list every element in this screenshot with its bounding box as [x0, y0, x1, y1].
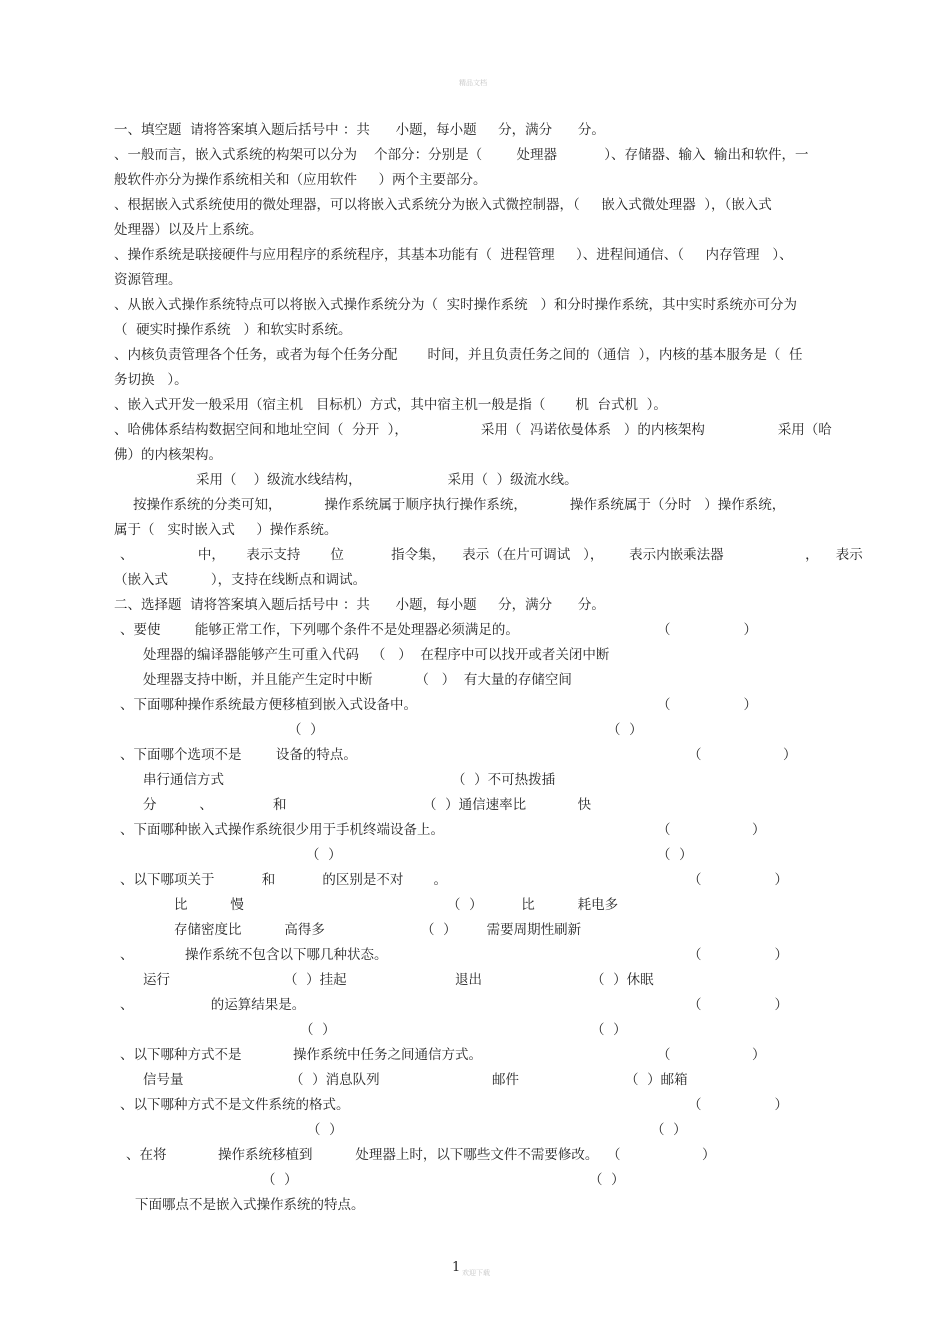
c1-answer-paren: （ ） [657, 622, 757, 638]
c3-option-d: （ ）通信速率比 快 [423, 797, 592, 813]
q8-line1: 采用（ ）级流水线结构， 采用（ ）级流水线。 [196, 472, 578, 488]
q2-line2: 处理器）以及片上系统。 [114, 222, 263, 238]
q7-line2: 佛）的内核架构。 [114, 447, 222, 463]
c6-option-c: 退出 [455, 972, 482, 988]
q1-line1: 、一般而言，嵌入式系统的构架可以分为 个部分：分别是（ 处理器 ）、存储器、输入 输出和软件，一 [114, 147, 809, 163]
c3-answer-paren: （ ） [688, 747, 797, 763]
c4-option-b: （ ） [306, 847, 342, 863]
c5-answer-paren: （ ） [688, 872, 788, 888]
c10-question: 、在将 操作系统移植到 处理器上时，以下哪些文件不需要修改。 （ ） [126, 1147, 716, 1163]
c10-option-b: （ ） [262, 1172, 298, 1188]
page-number: 1 [452, 1260, 461, 1275]
q3-line2: 资源管理。 [114, 272, 182, 288]
c11-question: 下面哪点不是嵌入式操作系统的特点。 [135, 1197, 365, 1213]
c10-option-d: （ ） [589, 1172, 625, 1188]
q6-line1: 、嵌入式开发一般采用（宿主机 目标机）方式，其中宿主机一般是指（ 机 台式机 ）。 [114, 397, 667, 413]
c8-option-a: 信号量 [143, 1072, 184, 1088]
c1-question: 、要使 能够正常工作，下列哪个条件不是处理器必须满足的。 [120, 622, 519, 638]
c2-option-d: （ ） [607, 722, 643, 738]
q1-line2: 般软件亦分为操作系统相关和（应用软件 ）两个主要部分。 [114, 172, 487, 188]
q9-line2: 属于（ 实时嵌入式 ）操作系统。 [114, 522, 338, 538]
c8-option-c: 邮件 [492, 1072, 519, 1088]
q7-line1: 、哈佛体系结构数据空间和地址空间（ 分开 ）， 采用（ 冯诺依曼体系 ）的内核架构 采用（哈 [114, 422, 832, 438]
header-watermark: 精品文档 [459, 79, 487, 87]
q9-line1: 按操作系统的分类可知， 操作系统属于顺序执行操作系统， 操作系统属于（分时 ）操作系统， [133, 497, 786, 513]
c6-option-a: 运行 [143, 972, 170, 988]
c2-question: 、下面哪种操作系统最方便移植到嵌入式设备中。 [120, 697, 417, 713]
c5-option-b: （ ） 比 耗电多 [447, 897, 619, 913]
c5-option-d: （ ） 需要周期性刷新 [421, 922, 582, 938]
c4-option-d: （ ） [657, 847, 693, 863]
c8-question: 、以下哪种方式不是 操作系统中任务之间通信方式。 [120, 1047, 482, 1063]
q5-line2: 务切换 ）。 [114, 372, 188, 388]
c6-answer-paren: （ ） [688, 947, 788, 963]
q3-line1: 、操作系统是联接硬件与应用程序的系统程序，其基本功能有（ 进程管理 ）、进程间通信、（ 内存管理 ）、 [114, 247, 793, 263]
c3-question: 、下面哪个选项不是 设备的特点。 [120, 747, 357, 763]
c7-question: 、 的运算结果是。 [120, 997, 306, 1013]
c3-option-b: （ ）不可热拨插 [452, 772, 556, 788]
q4-line1: 、从嵌入式操作系统特点可以将嵌入式操作系统分为（ 实时操作系统 ）和分时操作系统，其中实时系统亦可分为 [114, 297, 797, 313]
c4-answer-paren: （ ） [657, 822, 766, 838]
c2-option-b: （ ） [288, 722, 324, 738]
q5-line1: 、内核负责管理各个任务，或者为每个任务分配 时间，并且负责任务之间的（通信 ），内核的基本服务是（ 任 [114, 347, 803, 363]
c8-option-d: （ ）邮箱 [625, 1072, 688, 1088]
c2-answer-paren: （ ） [657, 697, 757, 713]
c7-answer-paren: （ ） [688, 997, 788, 1013]
c8-answer-paren: （ ） [657, 1047, 766, 1063]
c6-option-b: （ ）挂起 [284, 972, 347, 988]
c5-question: 、以下哪项关于 和 的区别是不对 。 [120, 872, 447, 888]
c8-option-b: （ ）消息队列 [290, 1072, 380, 1088]
c7-option-b: （ ） [300, 1022, 336, 1038]
c1-options-ab: 处理器的编译器能够产生可重入代码 （ ） 在程序中可以找开或者关闭中断 [143, 647, 610, 663]
section-1-heading: 一、填空题 请将答案填入题后括号中 ：共 小题，每小题 分，满分 分。 [114, 122, 605, 138]
c5-option-c: 存储密度比 高得多 [174, 922, 325, 938]
q2-line1: 、根据嵌入式系统使用的微处理器，可以将嵌入式系统分为嵌入式微控制器，（ 嵌入式微处理器 ），（嵌入式 [114, 197, 772, 213]
c4-question: 、下面哪种嵌入式操作系统很少用于手机终端设备上。 [120, 822, 444, 838]
q4-line2: （ 硬实时操作系统 ）和软实时系统。 [114, 322, 352, 338]
c3-option-c: 分 、 和 [143, 797, 287, 813]
c6-question: 、 操作系统不包含以下哪几种状态。 [120, 947, 388, 963]
c1-options-cd: 处理器支持中断，并且能产生定时中断 （ ） 有大量的存储空间 [143, 672, 572, 688]
c9-option-b: （ ） [307, 1122, 343, 1138]
c7-option-d: （ ） [591, 1022, 627, 1038]
q10-line1: 、 中， 表示支持 位 指令集， 表示（在片可调试 ）， 表示内嵌乘法器 ， 表示 [120, 547, 863, 563]
c9-option-d: （ ） [651, 1122, 687, 1138]
c6-option-d: （ ）休眠 [591, 972, 654, 988]
q10-line2: （嵌入式 ），支持在线断点和调试。 [114, 572, 367, 588]
c5-option-a: 比 慢 [174, 897, 244, 913]
c9-question: 、以下哪种方式不是文件系统的格式。 [120, 1097, 350, 1113]
section-2-heading: 二、选择题 请将答案填入题后括号中 ：共 小题，每小题 分，满分 分。 [114, 597, 605, 613]
c9-answer-paren: （ ） [688, 1097, 788, 1113]
c3-option-a: 串行通信方式 [143, 772, 224, 788]
footer-watermark: 欢迎下载 [462, 1269, 490, 1277]
